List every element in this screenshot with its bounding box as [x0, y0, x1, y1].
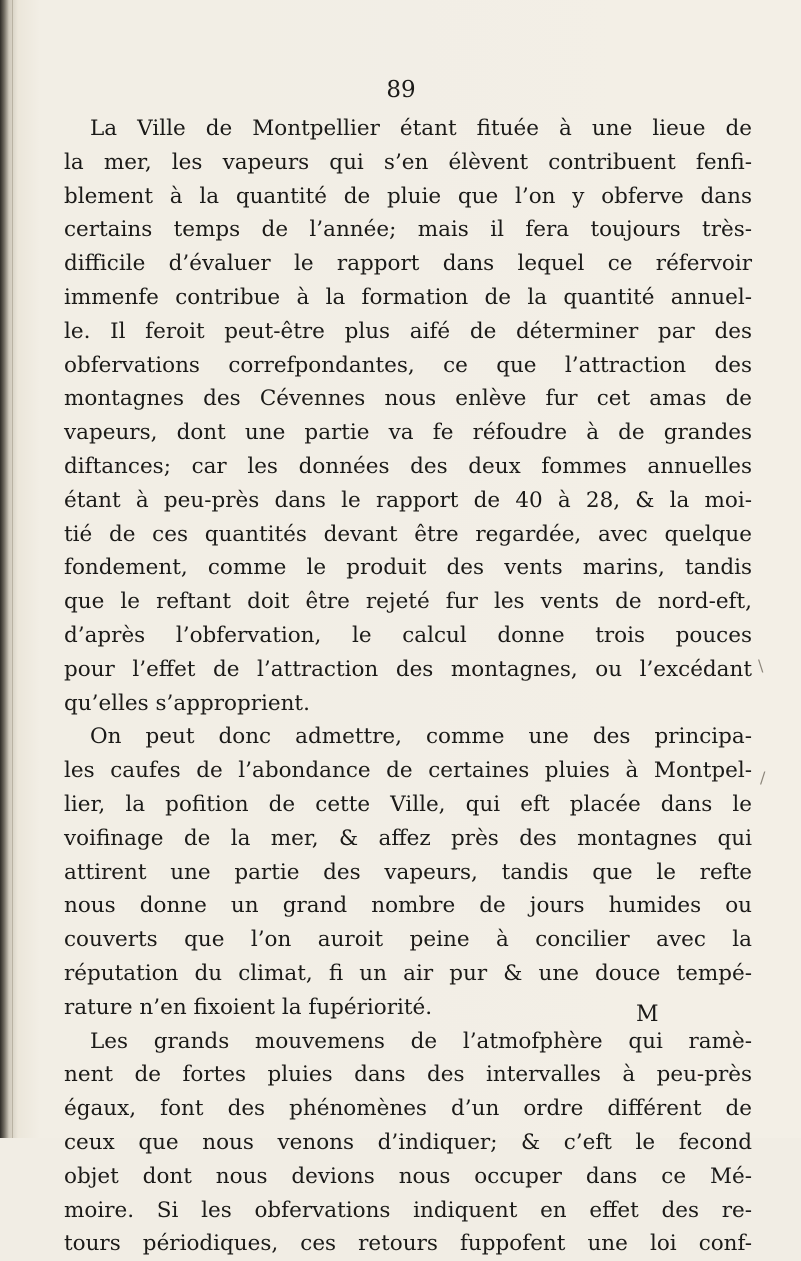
binding-gutter: [12, 0, 13, 1138]
text-line: étant à peu-près dans le rapport de 40 à 28, & la moi-: [64, 487, 752, 513]
paragraph-3: [64, 1025, 752, 1261]
text-line: voifinage de la mer, & affez près des montagnes qui: [64, 825, 752, 851]
text-line: fondement, comme le produit des vents marins, tandis: [64, 555, 752, 581]
text-line: attirent une partie des vapeurs, tandis que le refte: [64, 859, 752, 885]
text-line: moire. Si les obfervations indiquent en effet des re-: [64, 1197, 752, 1223]
text-line: les caufes de l’abondance de certaines pluies à Montpel-: [64, 758, 752, 784]
text-line: pour l’effet de l’attraction des montagnes, ou l’excédant: [64, 656, 752, 682]
text-line: vapeurs, dont une partie va fe réfoudre à de grandes: [64, 420, 752, 446]
text-line: rature n’en fixoient la fupériorité.: [64, 994, 433, 1020]
text-line: certains temps de l’année; mais il fera toujours très-: [64, 217, 752, 243]
text-line: La Ville de Montpellier étant fituée à une lieue de: [90, 116, 752, 141]
text-line: qu’elles s’approprient.: [64, 690, 310, 716]
text-line: couverts que l’on auroit peine à concilier avec la: [64, 927, 752, 953]
catchword: M: [636, 1002, 659, 1027]
text-line: égaux, font des phénomènes d’un ordre différent de: [64, 1096, 752, 1122]
text-line: nent de fortes pluies dans des intervalles à peu-près: [64, 1062, 752, 1088]
stray-ink-mark: /: [760, 768, 766, 787]
text-line: obfervations correfpondantes, ce que l’attraction des: [64, 352, 752, 378]
text-line: tours périodiques, ces retours fuppofent une loi conf-: [64, 1231, 752, 1257]
text-line: tié de ces quantités devant être regardée, avec quelque: [64, 521, 752, 547]
text-line: diftances; car les données des deux fommes annuelles: [64, 453, 752, 479]
text-line: Les grands mouvemens de l’atmofphère qui ramè-: [90, 1028, 752, 1054]
text-line: lier, la pofition de cette Ville, qui eft placée dans le: [64, 791, 752, 817]
text-line: nous donne un grand nombre de jours humides ou: [64, 893, 752, 919]
paragraph-2: [64, 720, 752, 1024]
text-line: immenfe contribue à la formation de la quantité annuel-: [64, 284, 752, 310]
paragraph-1: [64, 112, 752, 720]
text-line: difficile d’évaluer le rapport dans lequel ce réfervoir: [64, 251, 752, 277]
stray-ink-mark: \: [758, 656, 764, 675]
text-line: ceux que nous venons d’indiquer; & c’eft le fecond: [64, 1129, 752, 1155]
text-line: On peut donc admettre, comme une des principa-: [90, 724, 752, 750]
text-line: le. Il feroit peut-être plus aifé de déterminer par des: [64, 318, 752, 344]
text-line: que le reftant doit être rejeté fur les vents de nord-eft,: [64, 589, 752, 615]
text-line: blement à la quantité de pluie que l’on y obferve dans: [64, 183, 752, 209]
text-line: réputation du climat, fi un air pur & une douce tempé-: [64, 960, 752, 986]
text-line: d’après l’obfervation, le calcul donne trois pouces: [64, 622, 752, 648]
text-line: la mer, les vapeurs qui s’en élèvent contribuent fenfi-: [64, 149, 752, 175]
text-line: montagnes des Cévennes nous enlève fur cet amas de: [64, 386, 752, 412]
body-text: [64, 112, 752, 1261]
page-number: 89: [386, 77, 416, 103]
text-line: objet dont nous devions nous occuper dans ce Mé-: [64, 1163, 752, 1189]
